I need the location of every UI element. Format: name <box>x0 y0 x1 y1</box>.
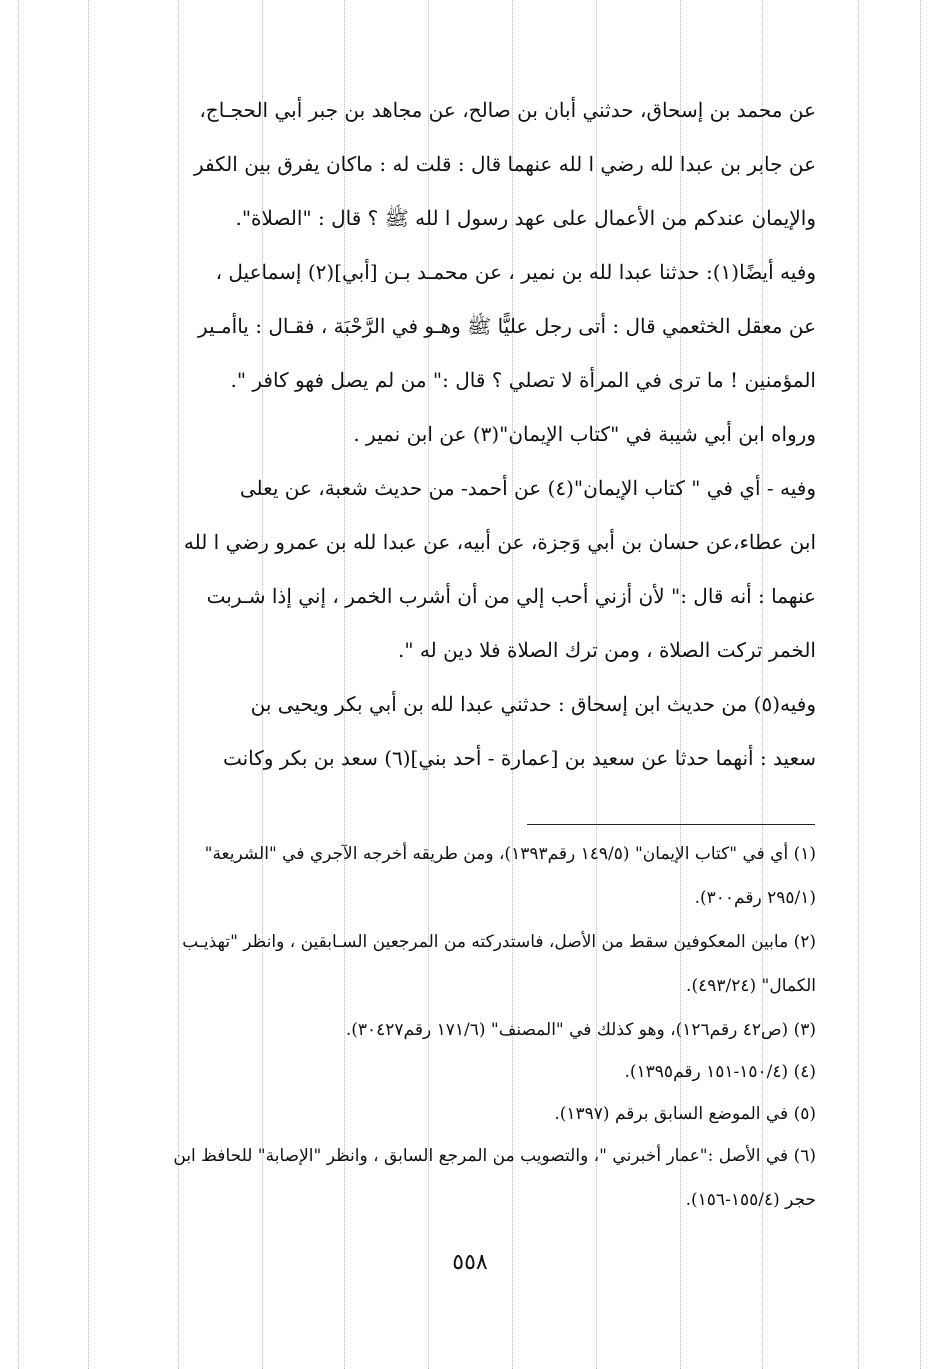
footnotes <box>104 842 816 1232</box>
footnote-line: (٦) في الأصل :"عمار أخبرني "، والتصويب من المرجع السابق ، وانظر "الإصابة" للحافظ ابن <box>173 1146 816 1166</box>
footnote-line: (٤) (١٥٠/٤-١٥١ رقم١٣٩٥). <box>624 1062 816 1082</box>
text-line: وفيه(٥) من حديث ابن إسحاق : حدثني عبدا لله بن أبي بكر ويحيى بن <box>250 692 816 716</box>
scan-guide-line <box>18 0 19 1369</box>
text-line: وفيه أيضًا(١): حدثنا عبدا لله بن نمير ، عن محمـد بـن [أبي](٢) إسماعيل ، <box>215 260 816 284</box>
text-line: المؤمنين ! ما ترى في المرأة لا تصلي ؟ قال :" من لم يصل فهو كافر ". <box>230 368 816 392</box>
page-number: ٥٥٨ <box>452 1250 488 1275</box>
text-line: سعيد : أنهما حدثا عن سعيد بن [عمارة - أحد بني](٦) سعد بن بكر وكانت <box>222 746 816 770</box>
footnote-line: (٢٩٥/١ رقم٣٠٠). <box>694 888 816 908</box>
footnote-separator <box>527 824 815 825</box>
footnote-line: (٣) (ص٤٢ رقم١٢٦)، وهو كذلك في "المصنف" (١٧١/٦ رقم٣٠٤٢٧). <box>345 1020 816 1040</box>
text-line: عن جابر بن عبدا لله رضي ا لله عنهما قال : قلت له : ماكان يفرق بين الكفر <box>193 152 816 176</box>
scan-guide-line <box>858 0 859 1369</box>
main-text <box>104 96 816 798</box>
text-line: عن محمد بن إسحاق، حدثني أبان بن صالح، عن مجاهد بن جبر أبي الحجـاج، <box>199 98 816 122</box>
footnote-line: حجر (١٥٥/٤-١٥٦). <box>685 1190 816 1210</box>
footnote-line: الكمال" (٤٩٣/٢٤). <box>686 976 816 996</box>
scan-guide-line <box>88 0 89 1369</box>
text-line: الخمر تركت الصلاة ، ومن ترك الصلاة فلا دين له ". <box>397 638 816 662</box>
footnote-line: (٥) في الموضع السابق برقم (١٣٩٧). <box>554 1104 816 1124</box>
text-line: عنهما : أنه قال :" لأن أزني أحب إلي من أن أشرب الخمر ، إني إذا شـربت <box>206 584 816 608</box>
text-line: ورواه ابن أبي شيبة في "كتاب الإيمان"(٣) عن ابن نمير . <box>353 422 816 446</box>
text-line: والإيمان عندكم من الأعمال على عهد رسول ا لله ﷺ ؟ قال : "الصلاة". <box>235 206 816 230</box>
text-line: وفيه - أي في " كتاب الإيمان"(٤) عن أحمد- من حديث شعبة، عن يعلى <box>239 476 816 500</box>
footnote-line: (١) أي في "كتاب الإيمان" (١٤٩/٥ رقم١٣٩٣)، ومن طريقه أخرجه الآجري في "الشريعة" <box>204 844 816 864</box>
scan-guide-line <box>920 0 921 1369</box>
footnote-line: (٢) مابين المعكوفين سقط من الأصل، فاستدركته من المرجعين السـابقين ، وانظر "تهذيـب <box>182 932 816 952</box>
text-line: عن معقل الخثعمي قال : أتى رجل عليًّا ﷺ وهـو في الرَّحْبَة ، فقـال : ياأمـير <box>198 314 816 338</box>
text-line: ابن عطاء،عن حسان بن أبي وَجزة، عن أبيه، عن عبدا لله بن عمرو رضي ا لله <box>183 530 816 554</box>
